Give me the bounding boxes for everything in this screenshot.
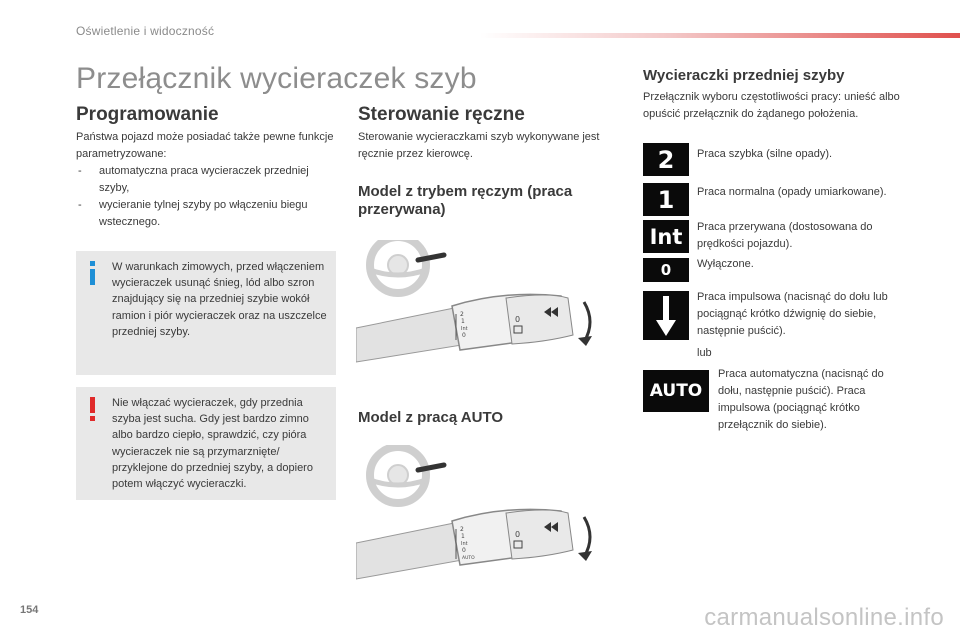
position-desc-impulse: Praca impulsowa (nacisnąć do dołu lub pociągnąć krótko dźwignię do siebie, następnie puścić). <box>697 291 888 337</box>
svg-text:0: 0 <box>515 530 521 539</box>
warning-note <box>76 387 336 500</box>
watermark: carmanualsonline.info <box>704 604 944 631</box>
key-auto: AUTO <box>643 370 709 412</box>
list-item: - automatyczna praca wycieraczek przedniej szyby, <box>76 163 338 197</box>
lever-label-1: 1 <box>461 533 465 540</box>
lever-label-int: Int <box>461 541 468 547</box>
lever-label-2: 2 <box>460 526 464 533</box>
info-icon <box>87 261 97 285</box>
info-note <box>76 251 336 375</box>
auto-desc: Praca automatyczna (nacisnąć do dołu, następnie puścić). Praca impulsowa (pociągnąć krótko przełącznik do siebie). <box>718 368 884 431</box>
warning-icon <box>87 397 97 421</box>
lever-label-int: Int <box>461 326 468 332</box>
position-desc-0: Wyłączone. <box>697 258 754 270</box>
key-0: 0 <box>643 258 689 282</box>
section-header: Oświetlenie i widoczność <box>76 24 215 38</box>
header-accent-bar <box>480 33 960 38</box>
position-desc-int: Praca przerywana (dostosowana do prędkości pojazdu). <box>697 221 873 250</box>
page-number: 154 <box>20 604 39 616</box>
key-int: Int <box>643 220 689 253</box>
wiper-lever-illustration-intermittent <box>356 240 606 380</box>
programming-block <box>76 129 338 231</box>
front-wipers-title: Wycieraczki przedniej szyby <box>643 67 845 84</box>
manual-title: Sterowanie ręczne <box>358 104 525 125</box>
front-wipers-text: Przełącznik wyboru częstotliwości pracy: unieść albo opuścić przełącznik do żądanego położenia. <box>643 91 900 120</box>
key-1: 1 <box>643 183 689 216</box>
key-arrow <box>643 291 689 340</box>
steering-wheel-icon <box>370 447 426 503</box>
programming-intro: Państwa pojazd może posiadać także pewne funkcje parametryzowane: <box>76 131 334 160</box>
lever-label-0: 0 <box>462 332 466 339</box>
lever-label-2: 2 <box>460 311 464 318</box>
lever-label-1: 1 <box>461 318 465 325</box>
lever-label-auto: AUTO <box>462 556 475 561</box>
manual-text: Sterowanie wycieraczkami szyb wykonywane jest ręcznie przez kierowcę. <box>358 131 600 160</box>
auto-mode-title: Model z pracą AUTO <box>358 409 504 426</box>
arrow-down-icon <box>656 296 676 336</box>
lever-label-0: 0 <box>462 547 466 554</box>
or-text: lub <box>697 347 712 359</box>
list-item: - wycieranie tylnej szyby po włączeniu biegu wstecznego. <box>76 197 338 231</box>
programming-title: Programowanie <box>76 104 219 125</box>
key-2: 2 <box>643 143 689 176</box>
wiper-lever-illustration-auto <box>356 445 606 585</box>
intermittent-mode-title: Model z trybem ręczym (praca przerywana) <box>358 183 573 218</box>
steering-wheel-icon <box>370 240 426 293</box>
svg-text:0: 0 <box>515 315 521 324</box>
info-note-text: W warunkach zimowych, przed włączeniem wycieraczek usunąć śnieg, lód albo szron znajdujący się na przedniej szybie wokół ramion i piór wycieraczek oraz na uszczelce przedniej szyby. <box>112 261 327 338</box>
programming-list <box>76 163 338 231</box>
position-desc-1: Praca normalna (opady umiarkowane). <box>697 186 887 198</box>
page-title: Przełącznik wycieraczek szyb <box>76 62 477 95</box>
warning-note-text: Nie włączać wycieraczek, gdy przednia szyba jest sucha. Gdy jest bardzo zimno albo bardzo ciepło, sprawdzić, czy pióra wycieraczek nie są przymarznięte/ przyklejone do przedniej szyby, a dopiero potem włączyć wycieraczki. <box>112 397 313 491</box>
position-desc-2: Praca szybka (silne opady). <box>697 148 833 160</box>
